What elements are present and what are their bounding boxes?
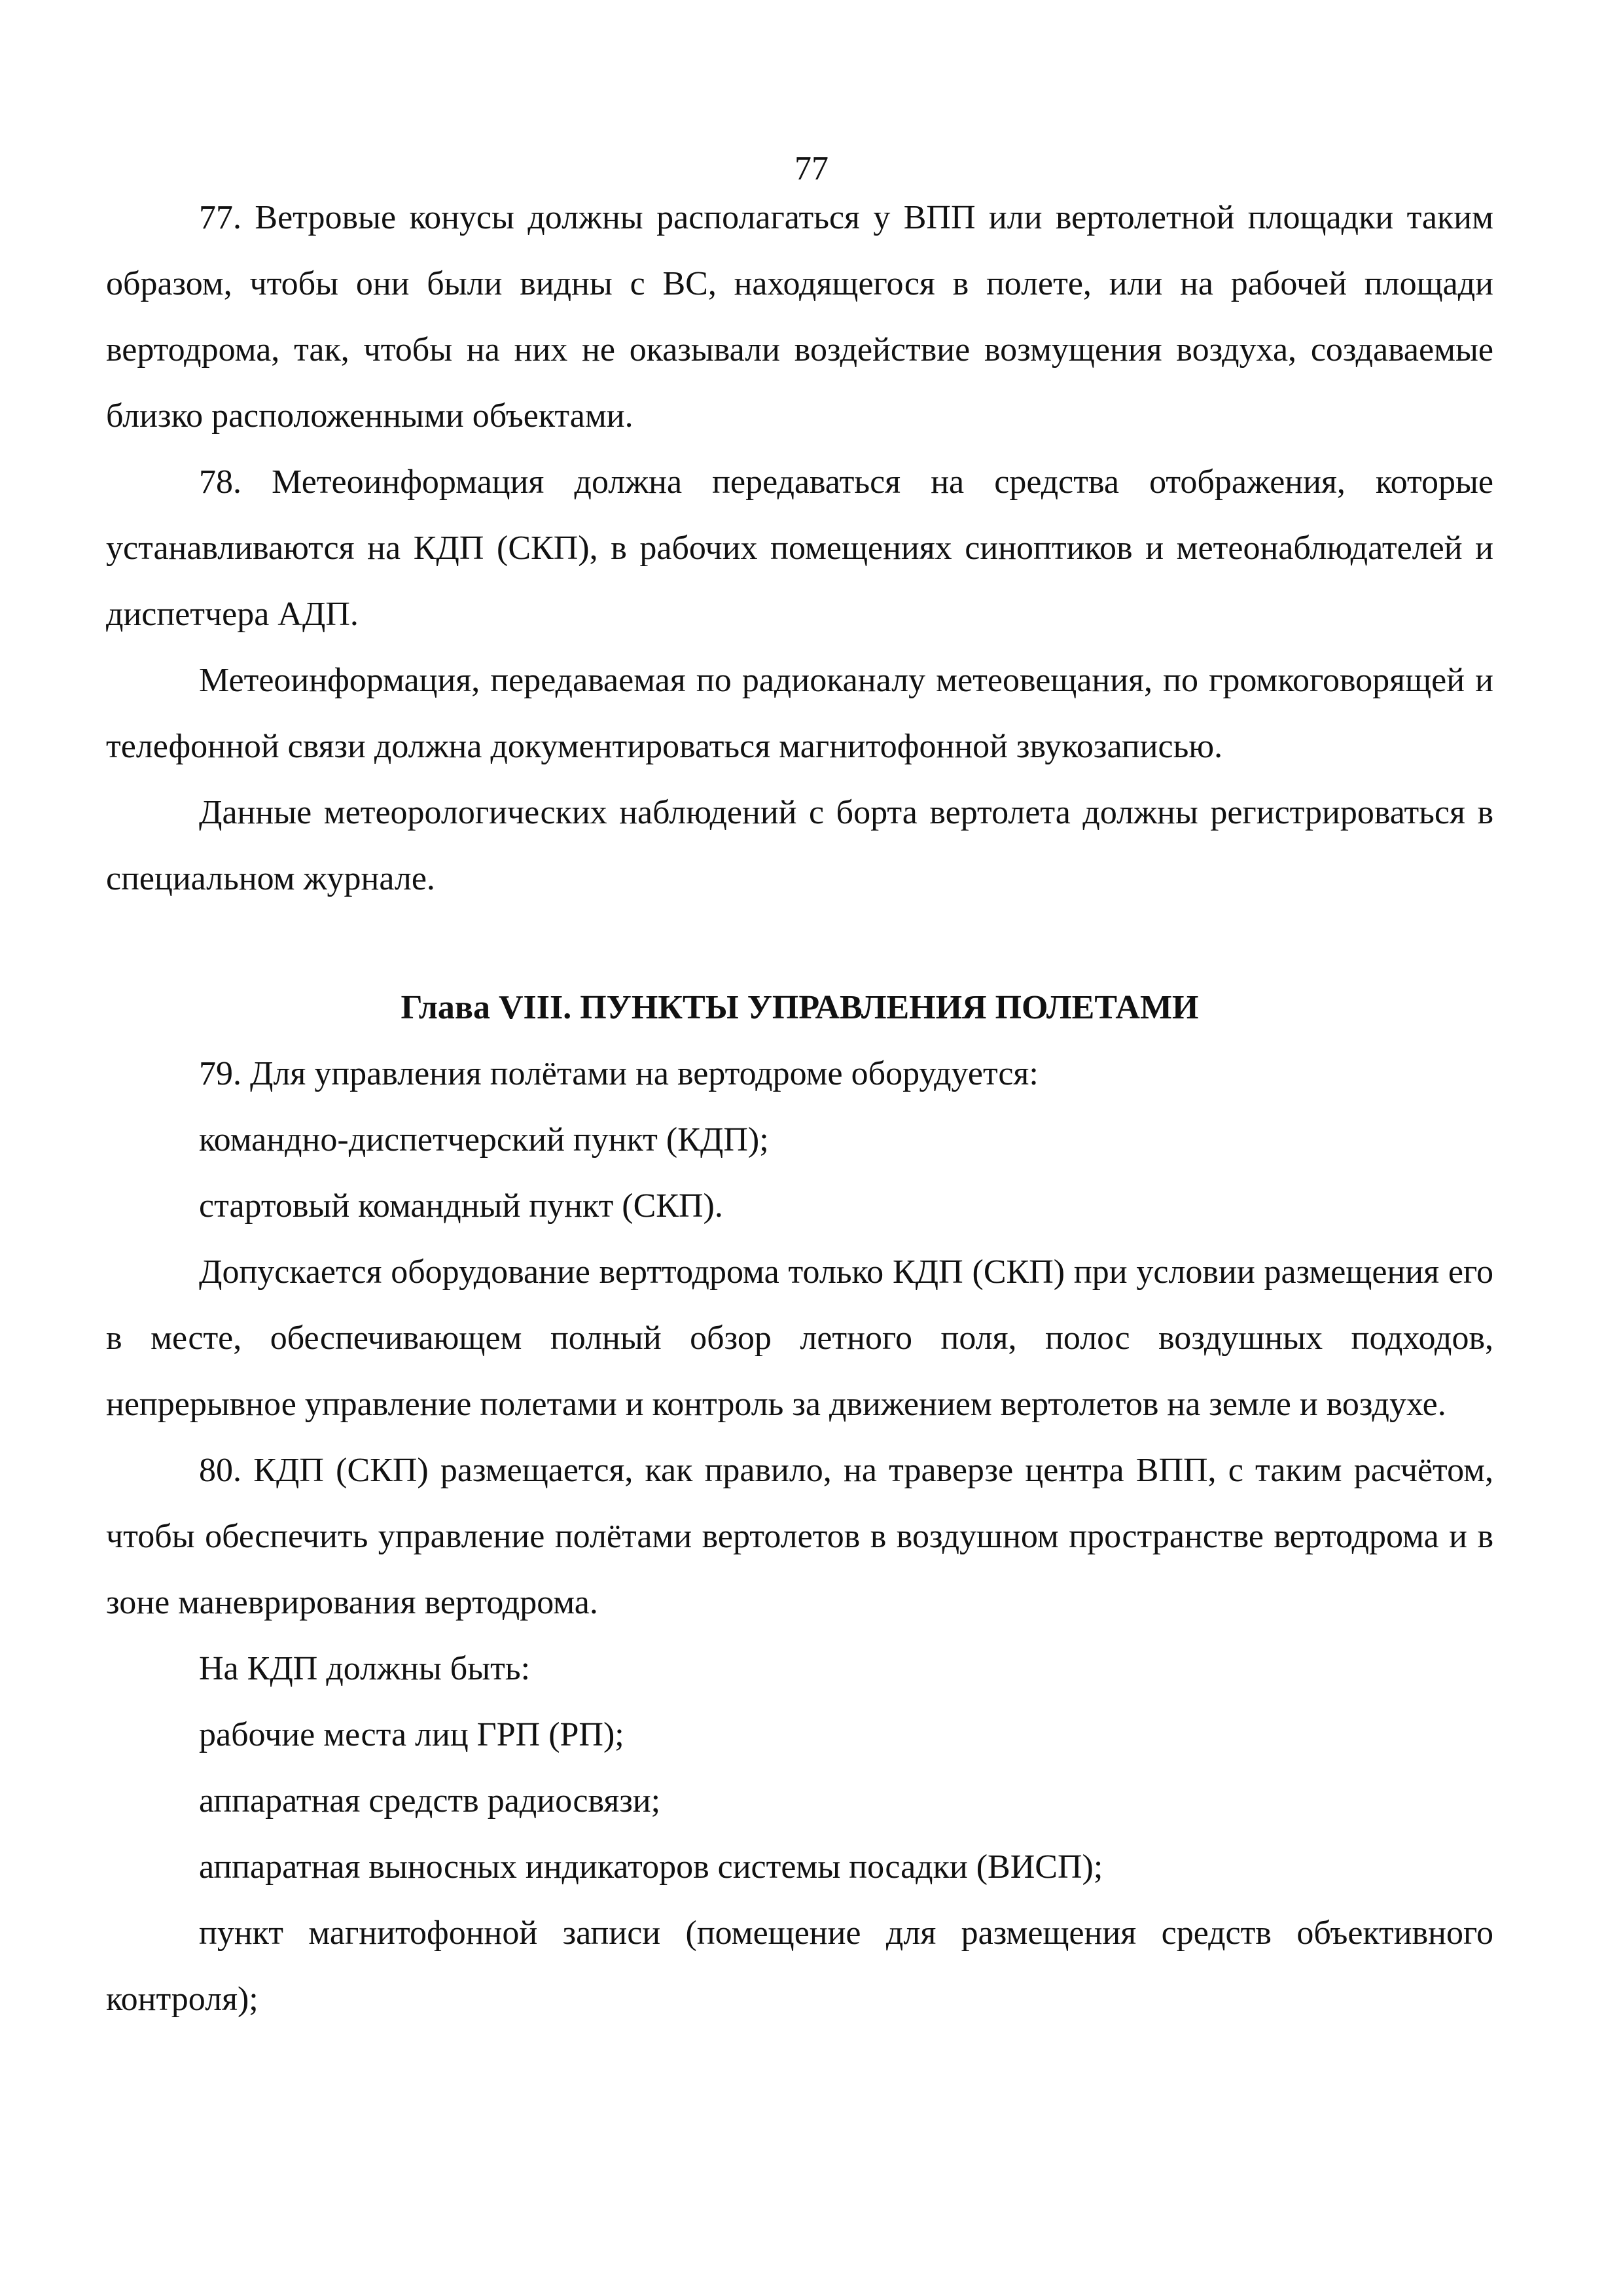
- list-item-recording: пункт магнитофонной записи (помещение для размещения средств объективного контроля);: [106, 1914, 1493, 2018]
- page-number: 77: [794, 150, 829, 187]
- paragraph-78-broadcast: Метеоинформация, передаваемая по радиоканалу метеовещания, по громкоговорящей и телефонной связи должна документироваться магнитофонной звукозаписью.: [106, 662, 1493, 765]
- list-item-radio: аппаратная средств радиосвязи;: [199, 1782, 661, 1820]
- paragraph-78-journal: Данные метеорологических наблюдений с борта вертолета должны регистрироваться в специальном журнале.: [106, 794, 1493, 897]
- list-item-skp: стартовый командный пункт (СКП).: [199, 1187, 723, 1225]
- list-item-workplaces: рабочие места лиц ГРП (РП);: [199, 1716, 624, 1753]
- paragraph-80-intro: На КДП должны быть:: [199, 1650, 531, 1687]
- list-item-kdp: командно-диспетчерский пункт (КДП);: [199, 1121, 769, 1158]
- paragraph-78: 78. Метеоинформация должна передаваться на средства отображения, которые устанавливаются на КДП (СКП), в рабочих помещениях синоптиков и метеонаблюдателей и диспетчера АДП.: [106, 463, 1493, 633]
- chapter-heading: Глава VIII. ПУНКТЫ УПРАВЛЕНИЯ ПОЛЕТАМИ: [401, 989, 1199, 1026]
- paragraph-79: 79. Для управления полётами на вертодроме оборудуется:: [199, 1055, 1039, 1092]
- paragraph-80: 80. КДП (СКП) размещается, как правило, на траверзе центра ВПП, с таким расчётом, чтобы обеспечить управление полётами вертолетов в воздушном пространстве вертодрома и в зоне маневрирования вертодрома.: [106, 1452, 1493, 1621]
- list-item-visp: аппаратная выносных индикаторов системы посадки (ВИСП);: [199, 1848, 1103, 1886]
- paragraph-77: 77. Ветровые конусы должны располагаться у ВПП или вертолетной площадки таким образом, чтобы они были видны с ВС, находящегося в полете, или на рабочей площади вертодрома, так, чтобы на них не оказывали воздействие возмущения воздуха, создаваемые близко расположенными объектами.: [106, 199, 1493, 435]
- page-content: [106, 185, 1493, 2032]
- paragraph-79-allowance: Допускается оборудование верттодрома только КДП (СКП) при условии размещения его в месте, обеспечивающем полный обзор летного поля, полос воздушных подходов, непрерывное управление полетами и контроль за движением вертолетов на земле и воздухе.: [106, 1253, 1493, 1423]
